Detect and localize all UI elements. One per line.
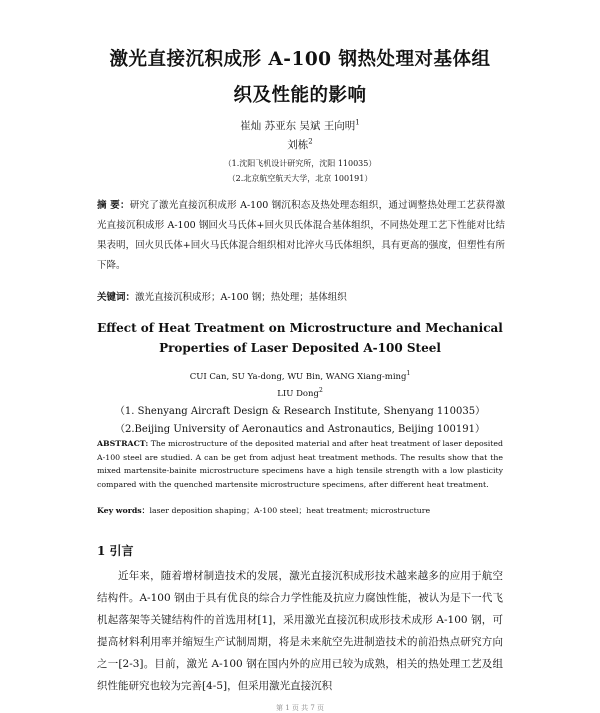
cn-author2-sup: 2 (308, 137, 313, 146)
page-footer: 第 1 页 共 7 页 (275, 704, 325, 712)
cn-affiliation-1: （1.沈阳飞机设计研究所，沈阳 110035） (223, 159, 377, 168)
en-author2-sup: 2 (318, 386, 323, 394)
cn-keywords (97, 289, 505, 303)
cn-authors-sup: 1 (355, 118, 360, 127)
cn-author2-name: 刘栋 (287, 139, 309, 151)
en-affiliation-2: （2.Beijing University of Aeronautics and Astronautics, Beijing 100191） (115, 424, 485, 435)
cn-keywords-label: 关键词： (97, 292, 136, 303)
en-title-line2: Properties of Laser Deposited A-100 Steel (159, 341, 441, 355)
en-keywords-text: laser deposition shaping；A-100 steel；heat treatment; microstructure (149, 506, 431, 515)
cn-title-line2: 织及性能的影响 (233, 85, 367, 106)
cn-title (40, 42, 560, 114)
en-abstract (97, 437, 503, 491)
en-authors (0, 367, 600, 401)
cn-authors (0, 118, 600, 133)
en-keywords (97, 505, 503, 516)
en-abstract-label: ABSTRACT: (97, 439, 149, 448)
cn-affiliation-2: （2.北京航空航天大学，北京 100191） (227, 174, 373, 183)
cn-keywords-text: 激光直接沉积成形；A-100 钢；热处理；基体组织 (135, 292, 347, 303)
en-title-line1: Effect of Heat Treatment on Microstructure and Mechanical (97, 321, 503, 335)
en-title (60, 318, 540, 358)
cn-abstract-text: 研究了激光直接沉积成形 A-100 钢沉积态及热处理态组织，通过调整热处理工艺获得激光直接沉积成形 A-100 钢回火马氏体+回火贝氏体混合基体组织，不同热处理工艺下性能对比结果表明，回火贝氏体+回火马氏体混合组织相对比淬火马氏体组织，具有更高的强度，但塑性有所下降。 (97, 200, 506, 271)
en-affiliation-1: （1. Shenyang Aircraft Design & Research Institute, Shenyang 110035） (114, 406, 486, 417)
en-authors-sup: 1 (406, 370, 411, 377)
section-body: 近年来，随着增材制造技术的发展，激光直接沉积成形技术越来越多的应用于航空结构件。A-100 钢由于具有优良的综合力学性能及抗应力腐蚀性能，被认为是下一代飞机起落架等关键结构件的首选用材[1]，采用激光直接沉积成形技术成形 A-100 钢，可提高材料利用率并缩短生产试制周期，将是未来航空先进制造技术的前沿热点研究方向之一[2-3]。目前，激光 A-100 钢在国内外的应用已较为成熟，相关的热处理工艺及组织性能研究也较为完善[4-5]，但采用激光直接沉积 (97, 570, 503, 692)
en-abstract-text: The microstructure of the deposited material and after heat treatment of laser deposited A-100 steel are studied. A can be get from adjust heat treatment methods. The results show that the mixed martensite-bainite microstructure specimens have a high tensile strength with a low plasticity compared with the quenched martensite microstructure specimens, after different heat treatment. (97, 439, 503, 489)
cn-abstract (97, 196, 505, 276)
en-keywords-label: Key words： (97, 506, 150, 515)
en-author2-name: LIU Dong (277, 388, 319, 399)
section-heading: 1 引言 (97, 544, 134, 558)
en-authors-names: CUI Can, SU Ya-dong, WU Bin, WANG Xiang-ming (189, 371, 407, 382)
cn-abstract-label: 摘 要： (97, 200, 130, 211)
cn-author2 (0, 137, 600, 152)
cn-title-line1: 激光直接沉积成形 A-100 钢热处理对基体组 (109, 49, 491, 70)
cn-authors-names: 崔灿 苏亚东 吴斌 王向明 (240, 120, 356, 132)
